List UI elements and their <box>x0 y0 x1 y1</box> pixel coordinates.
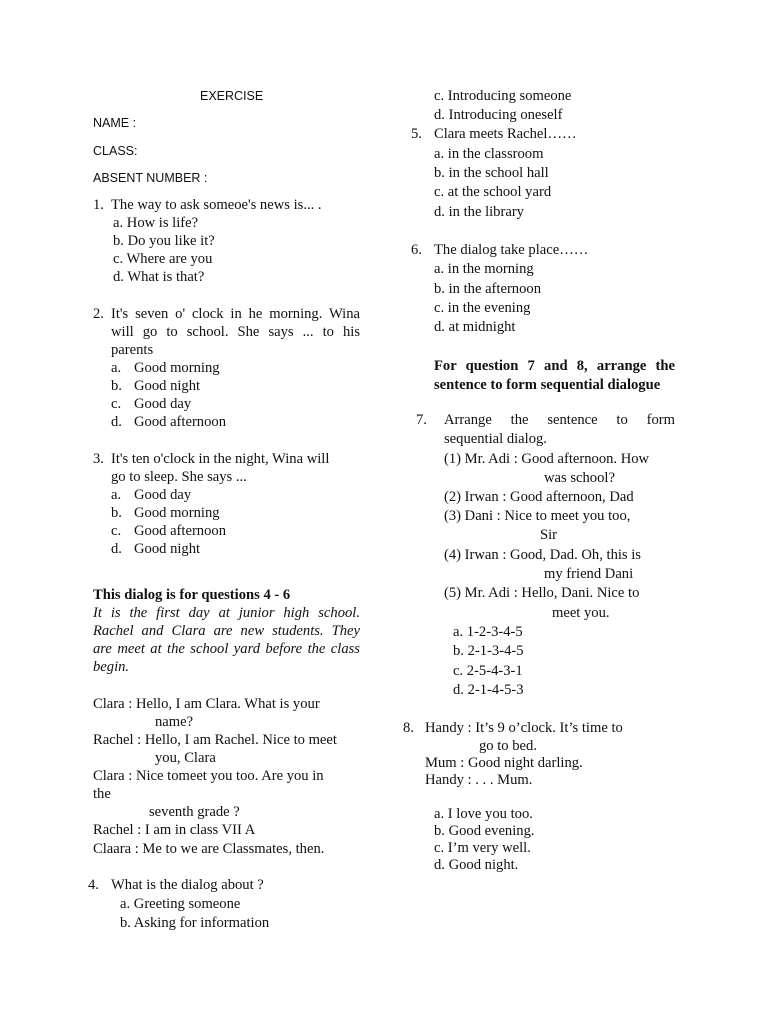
q7-text-line-2: sequential dialog. <box>444 431 547 447</box>
q4-option-a: a. Greeting someone <box>120 896 241 912</box>
dialog-heading: This dialog is for questions 4 - 6 <box>93 587 291 603</box>
q8-line-1: Handy : It’s 9 o’clock. It’s time to <box>425 720 623 736</box>
q4-number: 4. <box>88 877 99 893</box>
q8-line-3: Handy : . . . Mum. <box>425 772 533 788</box>
dialog-line-clara-1-cont: name? <box>155 714 194 730</box>
q6-option-c: c. in the evening <box>434 300 531 316</box>
q6-option-b: b. in the afternoon <box>434 281 541 297</box>
dialog-line-clara-1: Clara : Hello, I am Clara. What is your <box>93 696 320 712</box>
q7-line-2: (2) Irwan : Good afternoon, Dad <box>444 489 634 505</box>
q5-text: Clara meets Rachel…… <box>434 126 577 142</box>
dialog-intro-line-2: Rachel and Clara are new students. They <box>93 623 360 639</box>
q7-line-3-cont: Sir <box>540 527 558 543</box>
dialog-intro-line-1: It is the first day at junior high school. <box>93 605 360 621</box>
q5-option-d: d. in the library <box>434 204 524 220</box>
q7-line-5: (5) Mr. Adi : Hello, Dani. Nice to <box>444 585 640 601</box>
name-label: NAME : <box>93 116 137 130</box>
q6-text: The dialog take place…… <box>434 242 589 258</box>
q2-text-line-3: parents <box>111 342 154 358</box>
q1-option-a: a. How is life? <box>113 215 199 231</box>
dialog-line-claara: Claara : Me to we are Classmates, then. <box>93 841 325 857</box>
q7-line-4-cont: my friend Dani <box>544 566 634 582</box>
q7-text-line-1: Arrange the sentence to form <box>444 412 675 428</box>
absent-number-label: ABSENT NUMBER : <box>93 171 208 185</box>
q8-option-a: a. I love you too. <box>434 806 533 822</box>
q4-option-d: d. Introducing oneself <box>434 107 563 123</box>
q2-option-b-letter: b. <box>111 378 122 394</box>
dialog-intro-line-4: begin. <box>93 659 130 675</box>
q3-text-line-2: go to sleep. She says ... <box>111 469 247 485</box>
q3-option-c: Good afternoon <box>134 523 226 539</box>
q2-option-c: Good day <box>134 396 192 412</box>
q8-line-2: Mum : Good night darling. <box>425 755 583 771</box>
q2-option-b: Good night <box>134 378 201 394</box>
q3-option-b-letter: b. <box>111 505 122 521</box>
q2-option-c-letter: c. <box>111 396 122 412</box>
dialog-line-clara-2: Clara : Nice tomeet you too. Are you in <box>93 768 324 784</box>
q4-option-b: b. Asking for information <box>120 915 270 931</box>
q3-option-c-letter: c. <box>111 523 122 539</box>
q3-option-a-letter: a. <box>111 487 122 503</box>
q6-option-a: a. in the morning <box>434 261 534 277</box>
dialog-intro-line-3: are meet at the school yard before the class <box>93 641 360 657</box>
dialog-line-clara-2-wrap: the <box>93 786 111 802</box>
exercise-title: EXERCISE <box>200 89 264 103</box>
q8-option-c: c. I’m very well. <box>434 840 531 856</box>
q3-option-b: Good morning <box>134 505 220 521</box>
q1-option-b: b. Do you like it? <box>113 233 215 249</box>
arrange-heading-line-2: sentence to form sequential dialogue <box>434 377 661 393</box>
q2-text-line-1: It's seven o' clock in he morning. Wina <box>111 306 360 322</box>
q2-text-line-2: will go to school. She says ... to his <box>111 324 360 340</box>
q2-option-d-letter: d. <box>111 414 122 430</box>
q7-line-1: (1) Mr. Adi : Good afternoon. How <box>444 451 650 467</box>
dialog-line-rachel-1: Rachel : Hello, I am Rachel. Nice to meet <box>93 732 337 748</box>
q5-option-c: c. at the school yard <box>434 184 552 200</box>
arrange-heading-line-1: For question 7 and 8, arrange the <box>434 358 675 374</box>
q8-line-1-cont: go to bed. <box>479 738 537 754</box>
q7-number: 7. <box>416 412 427 428</box>
q8-number: 8. <box>403 720 414 736</box>
q3-number: 3. <box>93 451 104 467</box>
q1-text: The way to ask someoe's news is... . <box>111 197 322 213</box>
q4-option-c: c. Introducing someone <box>434 88 572 104</box>
q5-option-a: a. in the classroom <box>434 146 544 162</box>
q2-option-d: Good afternoon <box>134 414 226 430</box>
dialog-line-clara-2-cont: seventh grade ? <box>149 804 240 820</box>
q3-text-line-1: It's ten o'clock in the night, Wina will <box>111 451 330 467</box>
q7-line-4: (4) Irwan : Good, Dad. Oh, this is <box>444 547 641 563</box>
q2-option-a-letter: a. <box>111 360 122 376</box>
q1-number: 1. <box>93 197 104 213</box>
dialog-line-rachel-1-cont: you, Clara <box>155 750 216 766</box>
q1-option-c: c. Where are you <box>113 251 213 267</box>
q7-option-a: a. 1-2-3-4-5 <box>453 624 523 640</box>
q7-option-b: b. 2-1-3-4-5 <box>453 643 524 659</box>
q6-option-d: d. at midnight <box>434 319 516 335</box>
class-label: CLASS: <box>93 144 138 158</box>
q2-option-a: Good morning <box>134 360 220 376</box>
q7-line-1-cont: was school? <box>544 470 615 486</box>
q3-option-d-letter: d. <box>111 541 122 557</box>
q5-option-b: b. in the school hall <box>434 165 549 181</box>
q3-option-d: Good night <box>134 541 201 557</box>
q8-option-b: b. Good evening. <box>434 823 535 839</box>
q2-number: 2. <box>93 306 104 322</box>
q1-option-d: d. What is that? <box>113 269 205 285</box>
q7-line-3: (3) Dani : Nice to meet you too, <box>444 508 631 524</box>
q7-option-c: c. 2-5-4-3-1 <box>453 663 523 679</box>
q6-number: 6. <box>411 242 422 258</box>
q7-line-5-cont: meet you. <box>552 605 610 621</box>
q7-option-d: d. 2-1-4-5-3 <box>453 682 524 698</box>
q5-number: 5. <box>411 126 422 142</box>
q8-option-d: d. Good night. <box>434 857 519 873</box>
q3-option-a: Good day <box>134 487 192 503</box>
q4-text: What is the dialog about ? <box>111 877 264 893</box>
dialog-line-rachel-2: Rachel : I am in class VII A <box>93 822 256 838</box>
